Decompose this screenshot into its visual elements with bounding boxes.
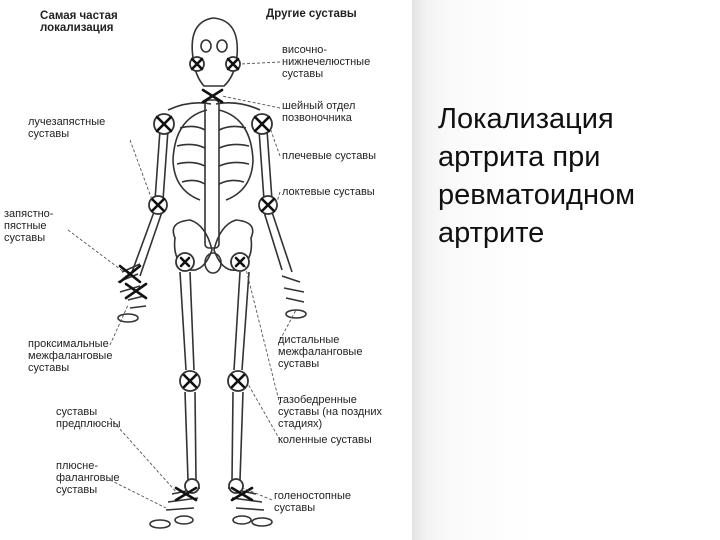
toe-left (150, 520, 170, 528)
leader-carpometacarpal (68, 230, 124, 272)
arm-right-lower (264, 212, 292, 272)
toe-right (252, 518, 272, 526)
label-wrist-joints: лучезапястные суставы (28, 116, 106, 140)
toe-right-2 (233, 516, 251, 524)
leader-hip (245, 265, 280, 405)
spine (205, 100, 219, 248)
tibia-left (185, 392, 196, 480)
label-knee-joints: коленные суставы (278, 434, 372, 446)
label-mtp-joints: плюсне- фаланговые суставы (56, 460, 120, 496)
label-cervical-spine: шейный отдел позвоночника (282, 100, 356, 124)
leader-elbow (276, 192, 280, 205)
finger-tip-right (286, 310, 306, 318)
label-tarsal-joints: суставы предплюсны (56, 406, 121, 430)
leader-knee (248, 384, 280, 440)
femur-left (180, 272, 194, 370)
ribs (177, 126, 249, 184)
sacrum (205, 253, 221, 273)
slide-title (438, 100, 708, 252)
label-carpometacarpal-joints: запястно- пястные суставы (4, 208, 54, 244)
slide-title-line: Локализация (438, 103, 614, 135)
header-other-joints: Другие суставы (266, 8, 357, 20)
label-elbow-joints: локтевые суставы (282, 186, 375, 198)
skull-eye-left (201, 40, 211, 52)
slide-title-line: артрите (438, 217, 545, 249)
header-common-localization: Самая частая локализация (40, 10, 118, 34)
slide-title-line: артрита при (438, 141, 601, 173)
arm-right-upper (259, 130, 272, 200)
leader-wrist (130, 140, 152, 200)
right-panel (412, 0, 720, 540)
clavicle-right (216, 103, 260, 110)
skull-eye-right (217, 40, 227, 52)
arm-left-upper (155, 130, 168, 200)
tibia-right (232, 392, 243, 480)
label-tmj-joints: височно- нижнечелюстные суставы (282, 44, 371, 80)
femur-right (234, 272, 249, 370)
toe-left-2 (175, 516, 193, 524)
leader-pip (110, 305, 128, 345)
label-dip-joints: дистальные межфаланговые суставы (278, 334, 363, 370)
label-hip-joints: тазобедренные суставы (на поздних стадиях) (278, 394, 383, 430)
label-shoulder-joints: плечевые суставы (282, 150, 377, 162)
hand-right (282, 276, 304, 302)
leader-tmj (240, 62, 280, 64)
label-pip-joints: проксимальные межфаланговые суставы (28, 338, 113, 374)
ribcage (173, 110, 253, 200)
label-ankle-joints: голеностопные суставы (274, 490, 351, 514)
leader-shoulder (270, 128, 280, 156)
skull (192, 18, 237, 86)
slide-title-line: ревматоидном (438, 179, 636, 211)
